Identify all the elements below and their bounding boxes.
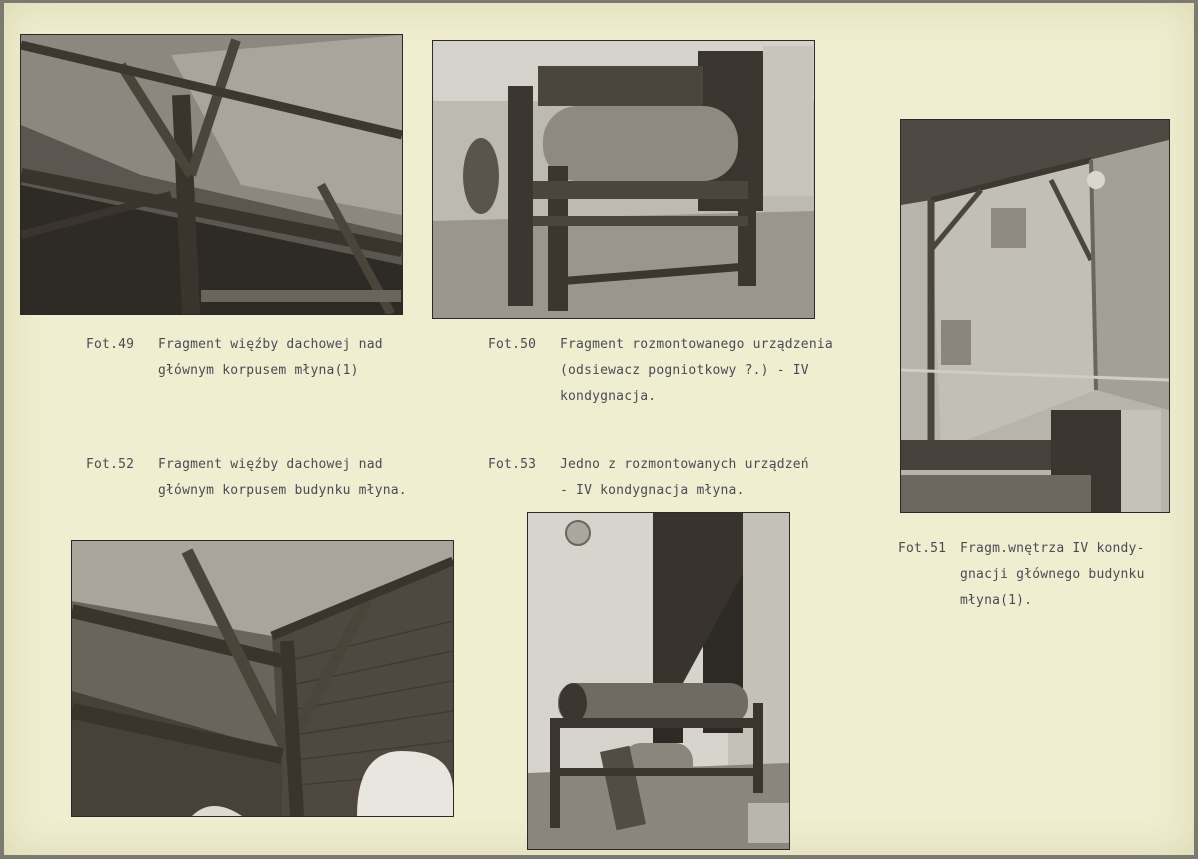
- photo-fot50-dismantled-device: [432, 40, 815, 319]
- photo-fot51-interior: [900, 119, 1170, 513]
- photo-fot49-roof-truss: [20, 34, 403, 315]
- caption-text: Fragm.wnętrza IV kondy-: [960, 541, 1145, 556]
- caption-number: Fot.49: [86, 337, 135, 352]
- document-page: [4, 3, 1194, 855]
- caption-fot49: [86, 332, 383, 384]
- caption-text: Fragment więźby dachowej nad: [158, 457, 383, 472]
- photo-fot52-roof-truss-brick: [71, 540, 454, 817]
- caption-text: - IV kondygnacja młyna.: [560, 483, 745, 498]
- caption-number: Fot.52: [86, 457, 135, 472]
- caption-number: Fot.53: [488, 457, 537, 472]
- caption-fot53: [488, 452, 809, 504]
- caption-fot51: [898, 536, 1145, 614]
- caption-number: Fot.50: [488, 337, 537, 352]
- caption-text: gnacji głównego budynku: [960, 567, 1145, 582]
- caption-text: Fragment rozmontowanego urządzenia: [560, 337, 833, 352]
- photo-fot53-dismantled-device: [527, 512, 790, 850]
- caption-text: kondygnacja.: [560, 389, 657, 404]
- caption-text: głównym korpusem budynku młyna.: [158, 483, 407, 498]
- caption-text: (odsiewacz pogniotkowy ?.) - IV: [560, 363, 809, 378]
- caption-fot52: [86, 452, 407, 504]
- caption-number: Fot.51: [898, 541, 947, 556]
- caption-text: młyna(1).: [960, 593, 1033, 608]
- caption-text: Fragment więźby dachowej nad: [158, 337, 383, 352]
- caption-text: Jedno z rozmontowanych urządzeń: [560, 457, 809, 472]
- caption-text: głównym korpusem młyna(1): [158, 363, 359, 378]
- caption-fot50: [488, 332, 833, 410]
